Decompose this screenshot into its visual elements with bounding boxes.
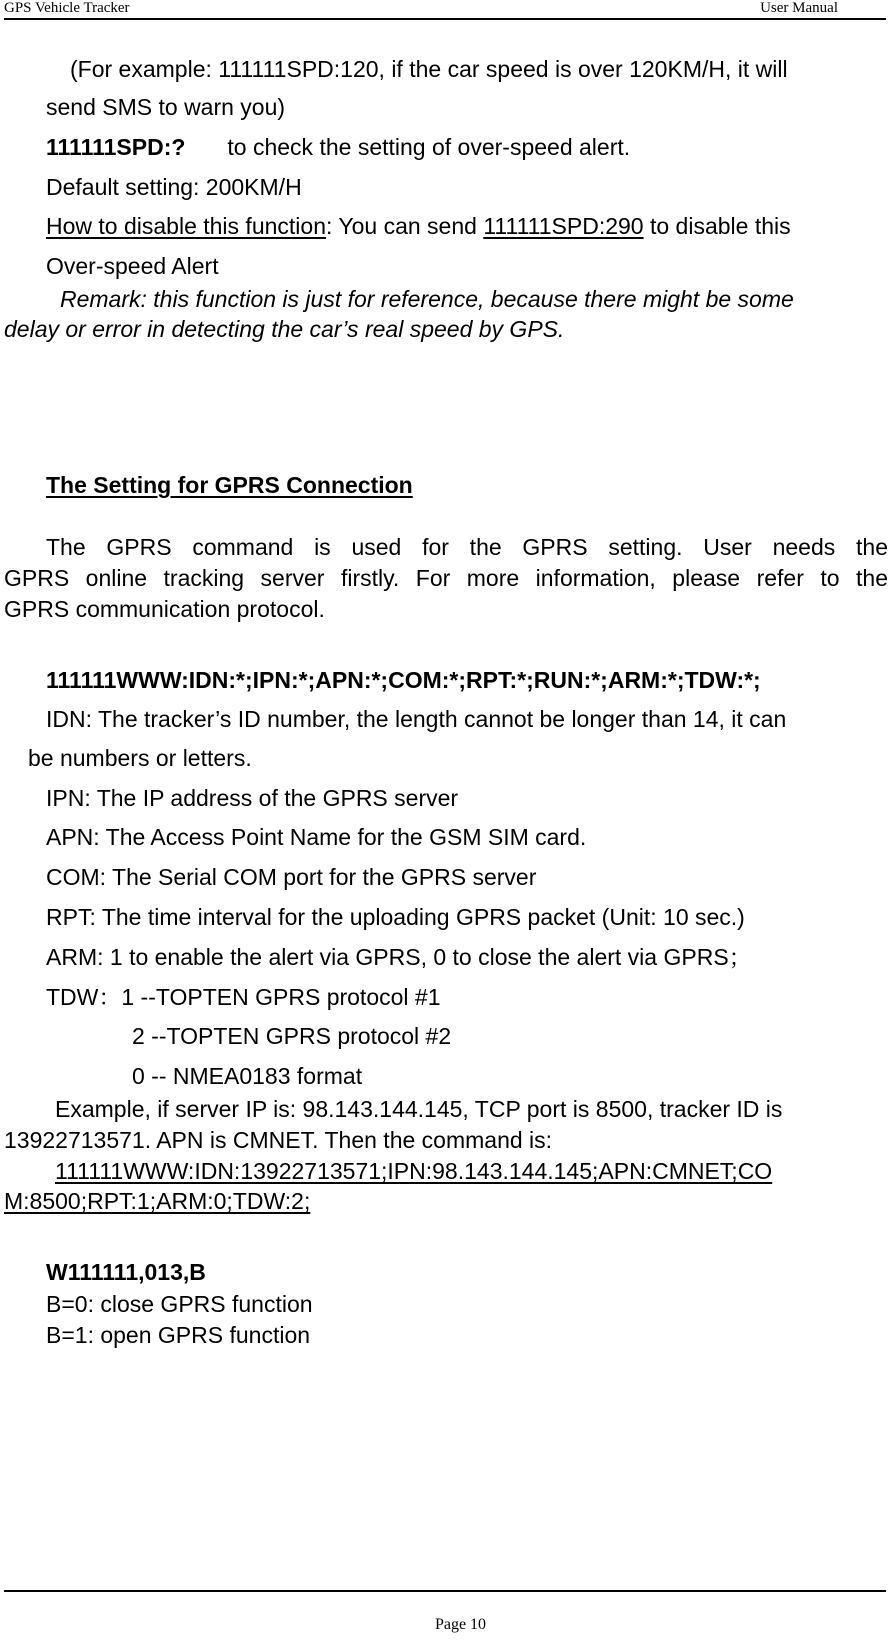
speed-example-line-1: (For example: 111111SPD:120, if the car speed is over 120KM/H, it will (70, 56, 788, 82)
speed-check-line (46, 134, 630, 160)
speed-default-setting: Default setting: 200KM/H (46, 174, 302, 200)
gprs-section-heading: The Setting for GPRS Connection (46, 472, 413, 498)
idn-description-line-1: IDN: The tracker’s ID number, the length cannot be longer than 14, it can (46, 706, 787, 732)
speed-remark-line-1: Remark: this function is just for reference, because there might be some (60, 286, 794, 312)
arm-description: ARM: 1 to enable the alert via GPRS, 0 to close the alert via GPRS； (46, 944, 752, 970)
speed-disable-line (46, 213, 791, 239)
speed-disable-continuation: Over-speed Alert (46, 253, 219, 279)
header-rule (4, 18, 886, 20)
speed-check-description: to check the setting of over-speed alert. (227, 134, 631, 160)
gprs-switch-command: W111111,013,B (46, 1259, 206, 1285)
gprs-command-format: 111111WWW:IDN:*;IPN:*;APN:*;COM:*;RPT:*;RUN:*;ARM:*;TDW:*; (46, 667, 761, 693)
gprs-intro-line-3: GPRS communication protocol. (4, 596, 325, 622)
idn-description-line-2: be numbers or letters. (28, 745, 252, 771)
page-header (0, 0, 891, 20)
speed-example-line-2: send SMS to warn you) (46, 94, 286, 120)
page-number: Page 10 (434, 1616, 487, 1633)
disable-command: 111111SPD:290 (483, 213, 644, 239)
apn-description: APN: The Access Point Name for the GSM SIM card. (46, 824, 587, 850)
footer-rule (4, 1590, 886, 1592)
rpt-description: RPT: The time interval for the uploading GPRS packet (Unit: 10 sec.) (46, 904, 745, 930)
page-footer (0, 1616, 891, 1634)
tdw-option-0: 0 -- NMEA0183 format (132, 1063, 363, 1089)
header-manual-label: User Manual (760, 0, 838, 16)
disable-function-link: How to disable this function (46, 213, 326, 239)
speed-remark-line-2: delay or error in detecting the car’s real speed by GPS. (4, 316, 565, 342)
tdw-option-2: 2 --TOPTEN GPRS protocol #2 (132, 1023, 452, 1049)
gprs-close-option: B=0: close GPRS function (46, 1291, 313, 1317)
speed-check-command: 111111SPD:? (46, 134, 186, 160)
gprs-example-command-line-1: 111111WWW:IDN:13922713571;IPN:98.143.144.145;APN:CMNET;CO (55, 1158, 773, 1184)
gprs-example-command-line-2: M:8500;RPT:1;ARM:0;TDW:2; (4, 1188, 311, 1214)
com-description: COM: The Serial COM port for the GPRS server (46, 864, 537, 890)
tdw-option-1: TDW：1 --TOPTEN GPRS protocol #1 (46, 984, 441, 1010)
gprs-example-line-2: 13922713571. APN is CMNET. Then the command is: (4, 1127, 553, 1153)
gprs-intro-line-1: The GPRS command is used for the GPRS setting. User needs the (46, 534, 888, 560)
ipn-description: IPN: The IP address of the GPRS server (46, 785, 459, 811)
header-title: GPS Vehicle Tracker (4, 0, 130, 16)
gprs-open-option: B=1: open GPRS function (46, 1322, 311, 1348)
gprs-intro-line-2: GPRS online tracking server firstly. For more information, please refer to the (4, 565, 888, 591)
disable-text-end: to disable this (643, 213, 791, 239)
disable-text: : You can send (326, 213, 484, 239)
gprs-example-line-1: Example, if server IP is: 98.143.144.145, TCP port is 8500, tracker ID is (55, 1096, 783, 1122)
